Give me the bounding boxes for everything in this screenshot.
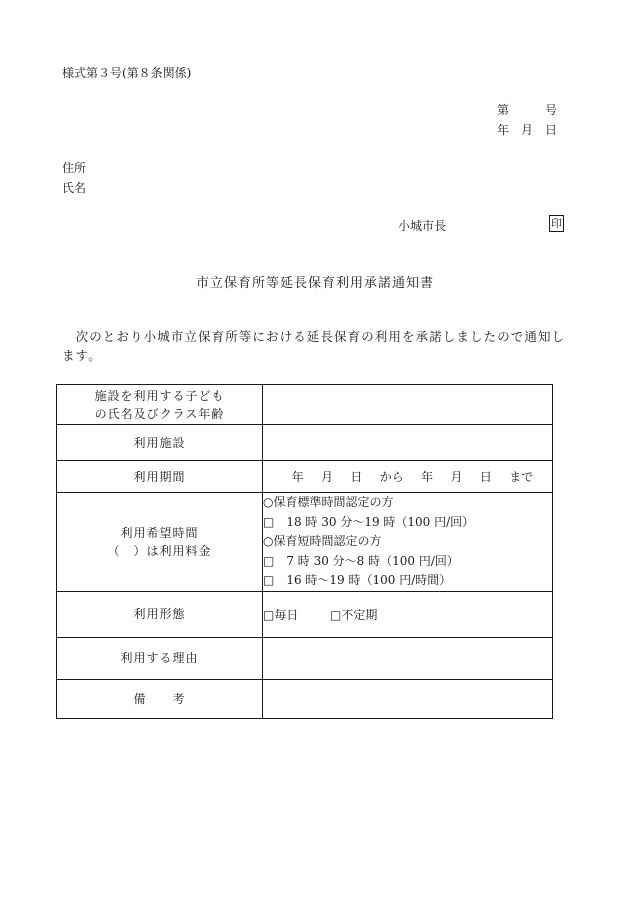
body-text: 次のとおり小城市立保育所等における延長保育の利用を承諾しましたので通知します。 <box>62 329 566 363</box>
period-to-day: 日 <box>479 470 492 484</box>
remarks-value-cell <box>263 679 553 718</box>
facility-value-cell <box>263 425 553 461</box>
row-period <box>57 461 553 493</box>
usage-daily-option: □毎日 <box>263 607 299 622</box>
row-facility <box>57 425 553 461</box>
application-table <box>56 384 553 719</box>
usage-type-cell <box>263 591 553 637</box>
row-time <box>57 493 553 592</box>
time-option-standard-heading: ○保育標準時間認定の方 <box>263 495 394 509</box>
period-to-month: 月 <box>450 470 463 484</box>
row-reason <box>57 637 553 679</box>
form-number: 様式第３号(第８条関係) <box>62 66 192 80</box>
child-label-cell <box>57 385 263 425</box>
period-value-cell <box>263 461 553 493</box>
time-options-cell <box>263 493 553 592</box>
period-from-year: 年 <box>291 470 304 484</box>
period-to-suffix: まで <box>509 470 534 484</box>
row-child <box>57 385 553 425</box>
child-value-cell <box>263 385 553 425</box>
period-from-month: 月 <box>321 470 334 484</box>
period-to-year: 年 <box>421 470 434 484</box>
usage-type-label: 利用形態 <box>57 591 263 637</box>
document-title: 市立保育所等延長保育利用承諾通知書 <box>195 276 434 291</box>
child-label-line2: の氏名及びクラス年齢 <box>94 406 225 421</box>
time-label-line2: （ ）は利用料金 <box>107 543 212 558</box>
period-label: 利用期間 <box>57 461 263 493</box>
time-option-standard-evening: □ 18 時 30 分～19 時（100 円/回） <box>263 514 475 529</box>
remarks-label: 備 考 <box>57 679 263 718</box>
reason-label: 利用する理由 <box>57 637 263 679</box>
period-line <box>263 468 552 485</box>
recipient-name-label: 氏名 <box>62 181 87 195</box>
time-option-short-heading: ○保育短時間認定の方 <box>263 534 382 548</box>
row-remarks <box>57 679 553 718</box>
seal-mark: 印 <box>551 217 562 230</box>
document-number: 第 号 <box>497 103 558 117</box>
usage-irregular-option: □不定期 <box>330 607 378 622</box>
document-date: 年 月 日 <box>497 123 558 137</box>
time-option-short-evening: □ 16 時～19 時（100 円/時間） <box>263 573 452 587</box>
issuer-name: 小城市長 <box>398 219 447 233</box>
period-from-day: 日 <box>350 470 363 484</box>
period-from-suffix: から <box>379 470 404 484</box>
recipient-address-label: 住所 <box>62 161 87 175</box>
reason-value-cell <box>263 637 553 679</box>
time-label-line1: 利用希望時間 <box>120 525 199 540</box>
time-option-short-morning: □ 7 時 30 分～8 時（100 円/回） <box>263 553 459 568</box>
row-usage-type <box>57 591 553 637</box>
child-label-line1: 施設を利用する子ども <box>94 388 225 403</box>
facility-label: 利用施設 <box>57 425 263 461</box>
time-label-cell <box>57 493 263 592</box>
